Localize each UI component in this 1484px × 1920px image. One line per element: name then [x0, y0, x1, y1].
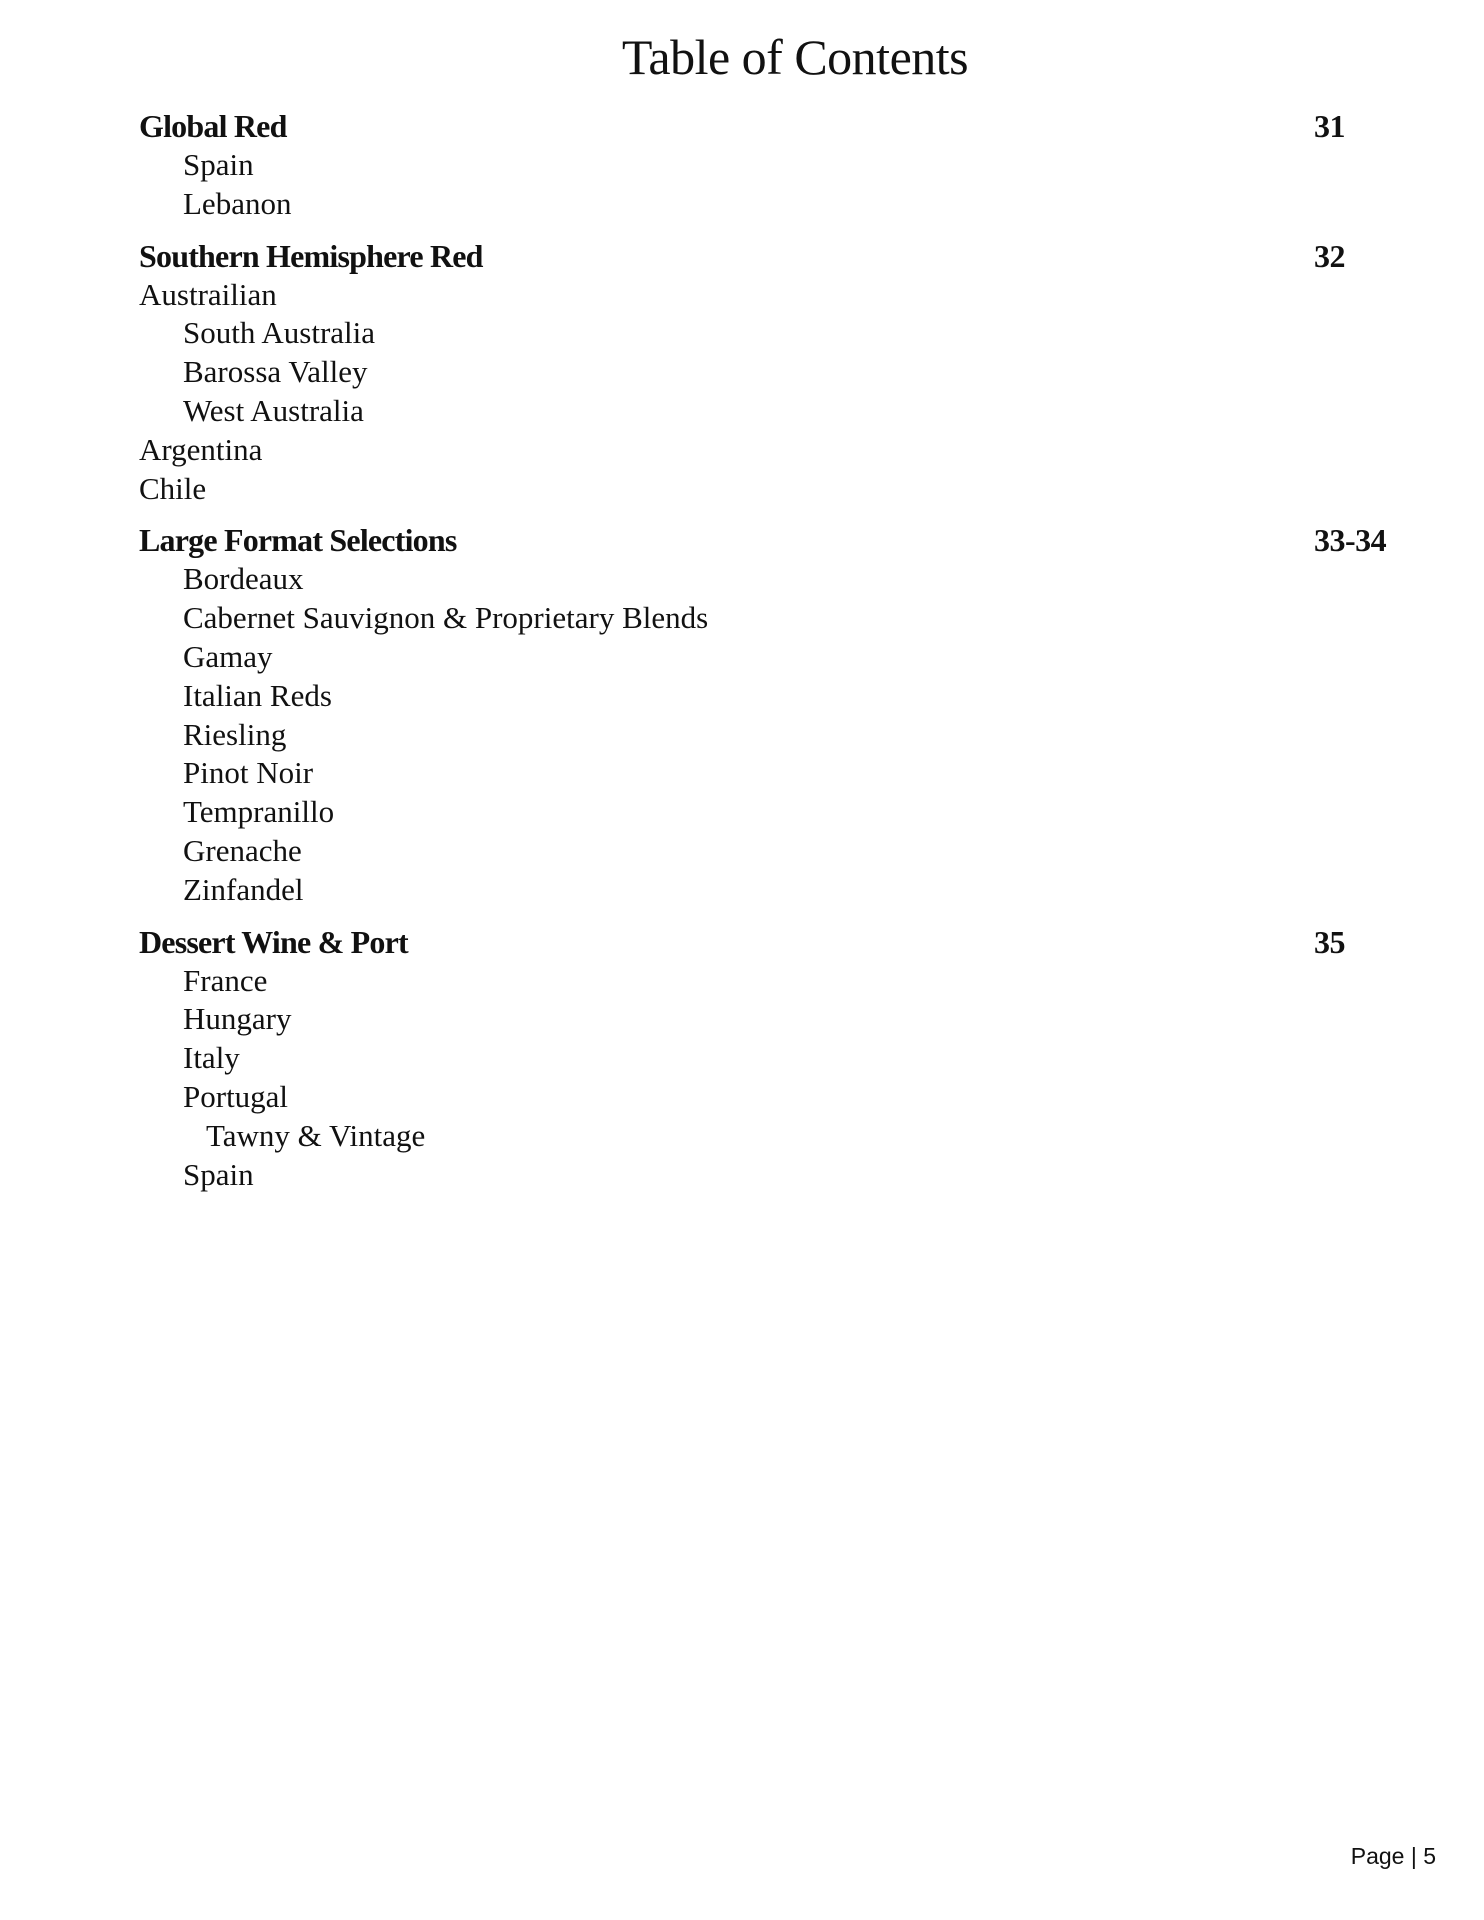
toc-entry: Chile: [139, 470, 207, 506]
table-of-contents: [139, 106, 1399, 1206]
toc-entry: Gamay: [183, 638, 273, 674]
toc-section: [139, 106, 1399, 224]
toc-entry: Cabernet Sauvignon & Proprietary Blends: [183, 600, 709, 636]
toc-section-title: Global Red: [139, 108, 287, 144]
toc-section-heading: [139, 106, 1399, 146]
toc-entry: Zinfandel: [183, 871, 304, 907]
toc-entry: Argentina: [139, 431, 263, 467]
toc-entry: South Australia: [183, 315, 376, 351]
page-number: Page | 5: [1350, 1843, 1436, 1869]
toc-entry: Lebanon: [183, 185, 292, 221]
toc-entry: Tawny & Vintage: [206, 1117, 426, 1153]
toc-entry: Italy: [183, 1040, 240, 1076]
toc-entry: Spain: [183, 1156, 254, 1192]
toc-entry: Hungary: [183, 1001, 292, 1037]
toc-entry: Riesling: [183, 716, 287, 752]
toc-section: [139, 236, 1399, 509]
toc-section-heading: [139, 922, 1399, 962]
toc-section-heading: [139, 236, 1399, 276]
toc-entry: Austrailian: [139, 276, 277, 312]
page-title: Table of Contents: [621, 29, 969, 85]
toc-section-heading: [139, 520, 1399, 560]
toc-section-page-number: 31: [1314, 108, 1345, 144]
toc-entry: Grenache: [183, 832, 302, 868]
toc-entry: Spain: [183, 147, 254, 182]
toc-entry: Pinot Noir: [183, 755, 314, 791]
toc-entry: France: [183, 962, 268, 998]
toc-section: [139, 520, 1399, 909]
toc-section: [139, 922, 1399, 1195]
toc-entry: West Australia: [183, 392, 364, 428]
toc-section-title: Dessert Wine & Port: [139, 923, 408, 960]
toc-section-title: Southern Hemisphere Red: [139, 237, 483, 274]
toc-section-page-number: 33-34: [1314, 522, 1387, 559]
toc-entry: Portugal: [183, 1078, 289, 1114]
toc-section-title: Large Format Selections: [139, 522, 457, 559]
toc-section-page-number: 32: [1314, 237, 1345, 274]
toc-entry: Bordeaux: [183, 561, 304, 597]
toc-entry: Tempranillo: [183, 794, 335, 830]
toc-section-page-number: 35: [1314, 923, 1345, 960]
toc-entry: Barossa Valley: [183, 354, 368, 390]
toc-entry: Italian Reds: [183, 677, 332, 713]
